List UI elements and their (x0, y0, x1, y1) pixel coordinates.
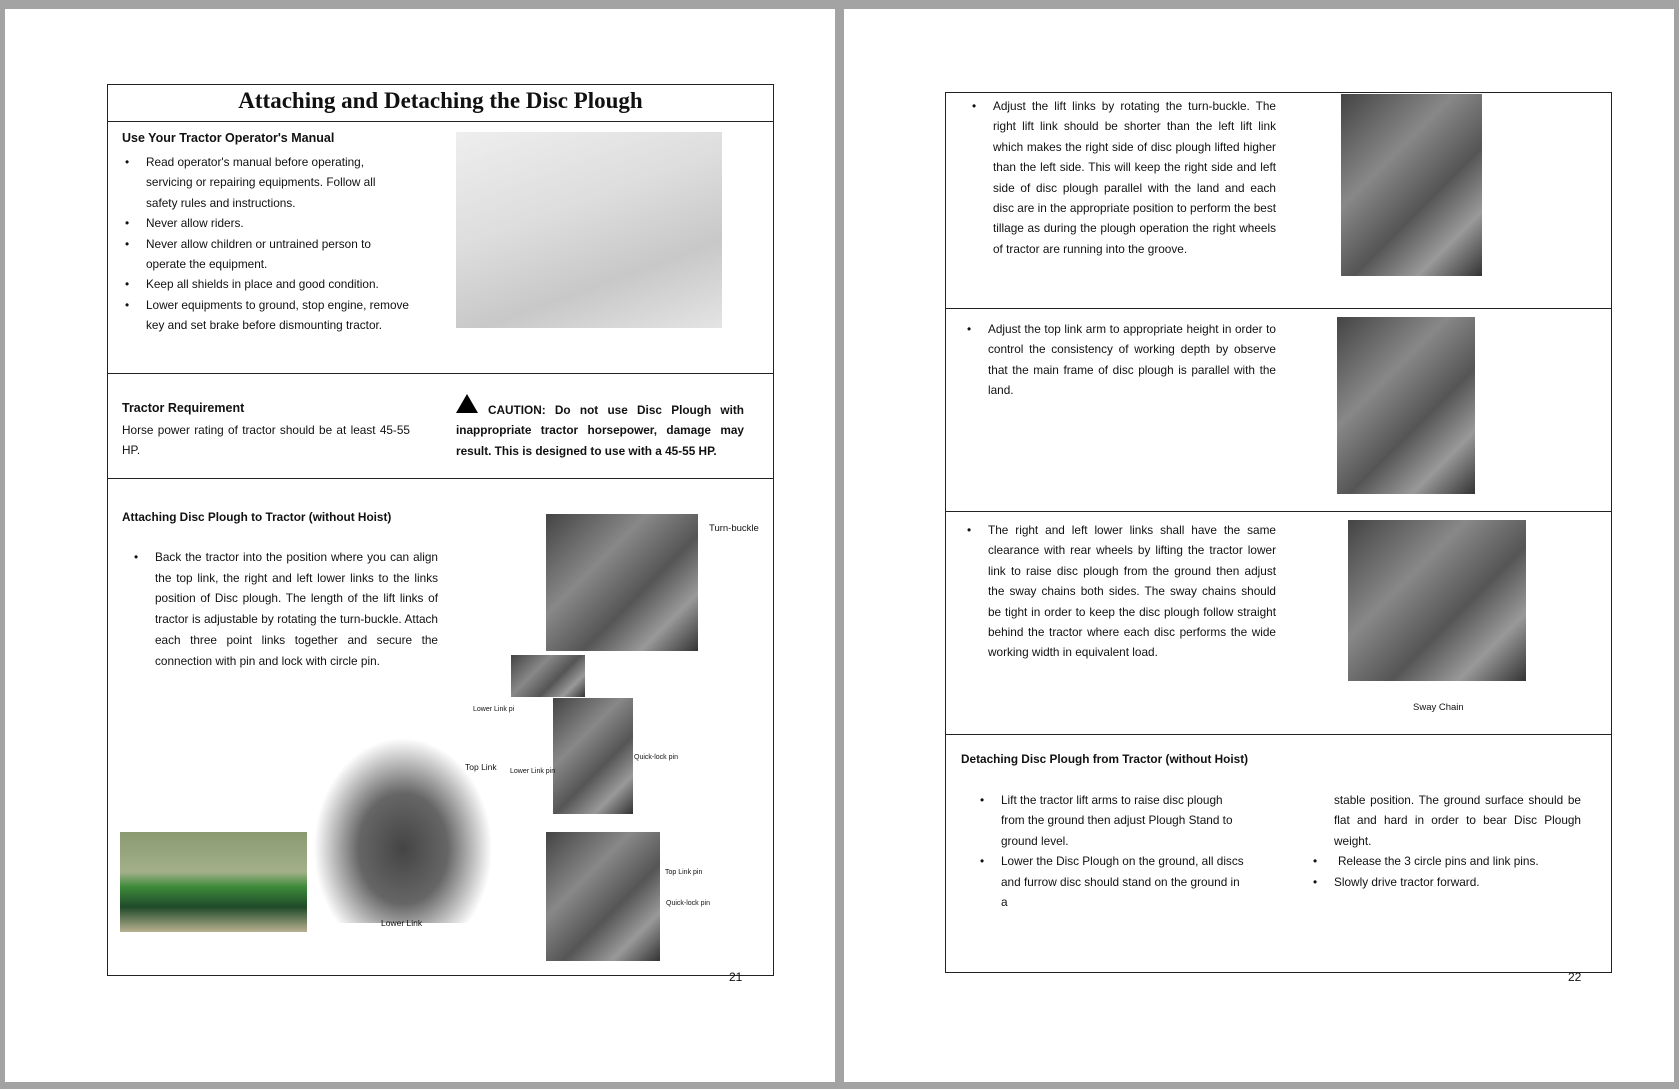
list-item: • Adjust the top link arm to appropriate height in order to control the consistency of working depth by observe that the main frame of disc plough is parallel with the land. (988, 319, 1276, 401)
detaching-heading: Detaching Disc Plough from Tractor (without Hoist) (961, 752, 1249, 766)
tractor-requirement-text: Horse power rating of tractor should be at least 45-55 HP. (122, 423, 410, 458)
sway-chain-photo (1348, 520, 1526, 681)
caution-text (456, 400, 744, 461)
page-number: 22 (1568, 970, 1582, 984)
divider (945, 308, 1612, 309)
operator-manual-image (456, 132, 722, 328)
top-link-photo (1337, 317, 1475, 494)
manual-bullets (146, 152, 410, 336)
lower-link-pin-label: Lower Link pin (510, 768, 556, 775)
quick-lock-pin-label: Quick-lock pin (634, 754, 678, 761)
divider (107, 373, 774, 374)
link-photo-small (511, 655, 585, 697)
list-item: • Never allow riders. (146, 213, 410, 233)
disc-plough-photo (120, 832, 307, 932)
list-item: • The right and left lower links shall have the same clearance with rear wheels by lifting the tractor lower link to raise disc plough from the ground then adjust the sway chains both sides. The sway chains should be tight in order to keep the disc plough follow straight behind the tractor where each disc performs the wide working width in equivalent load. (988, 520, 1276, 663)
list-item: • Lower the Disc Plough on the ground, all discs and furrow disc should stand on the ground in a (1001, 851, 1248, 912)
list-item: • Release the 3 circle pins and link pins. (1334, 851, 1581, 871)
list-item: • Never allow children or untrained person to operate the equipment. (146, 234, 410, 275)
lower-link-pin-small-label: Lower Link pi (473, 706, 515, 713)
list-item: • Lower equipments to ground, stop engine, remove key and set brake before dismounting tractor. (146, 295, 410, 336)
top-link-pin-label: Top Link pin (665, 869, 703, 876)
tractor-requirement-heading: Tractor Requirement (122, 401, 245, 415)
lift-links-section (993, 96, 1276, 259)
list-item: • Adjust the lift links by rotating the turn-buckle. The right lift link should be shorter than the left lift link which makes the right side of disc plough lifted higher than the left side. This will keep the right side and left side of disc plough parallel with the land and each disc are in the appropriate position to perform the best tillage as during the plough operation the right wheels of tractor are running into the groove. (993, 96, 1276, 259)
divider (107, 478, 774, 479)
list-item: • Back the tractor into the position where you can align the top link, the right and left lower links to the links position of Disc plough. The length of the lift links of tractor is adjustable by rotating the turn-buckle. Attach each three point links together and secure the connection with pin and lock with circle pin. (155, 547, 438, 671)
list-item: • Lift the tractor lift arms to raise disc plough from the ground then adjust Plough Stand to ground level. (1001, 790, 1248, 851)
lower-links-section (988, 520, 1276, 663)
manual-heading: Use Your Tractor Operator's Manual (122, 131, 335, 145)
lift-links-photo (1341, 94, 1482, 276)
detaching-col2 (1334, 790, 1581, 892)
turn-buckle-label: Turn-buckle (709, 523, 759, 534)
top-link-label: Top Link (465, 762, 497, 772)
list-item: • Keep all shields in place and good condition. (146, 274, 410, 294)
lower-link-label: Lower Link (381, 918, 423, 928)
page-title: Attaching and Detaching the Disc Plough (238, 88, 643, 113)
divider (945, 734, 1612, 735)
divider (945, 511, 1612, 512)
detaching-continued-text: stable position. The ground surface should be flat and hard in order to bear Disc Plough weight. (1334, 793, 1581, 848)
sway-chain-label: Sway Chain (1413, 702, 1464, 713)
top-link-section (988, 319, 1276, 401)
list-item: • Read operator's manual before operating, servicing or repairing equipments. Follow all safety rules and instructions. (146, 152, 410, 213)
caution-label: CAUTION: Do not use Disc Plough with inappropriate tractor horsepower, damage may result. This is designed to use with a 45-55 HP. (456, 403, 744, 458)
top-link-pin-photo (546, 832, 660, 961)
attaching-bullets (155, 547, 438, 671)
detaching-col1 (1001, 790, 1248, 912)
attaching-heading: Attaching Disc Plough to Tractor (without Hoist) (122, 510, 392, 524)
list-item: • Slowly drive tractor forward. (1334, 872, 1581, 892)
turnbuckle-photo (546, 514, 698, 651)
lower-link-pin-photo (553, 698, 633, 814)
divider (107, 121, 774, 122)
quick-lock-pin-label-2: Quick-lock pin (666, 900, 710, 907)
page-number: 21 (729, 970, 743, 984)
